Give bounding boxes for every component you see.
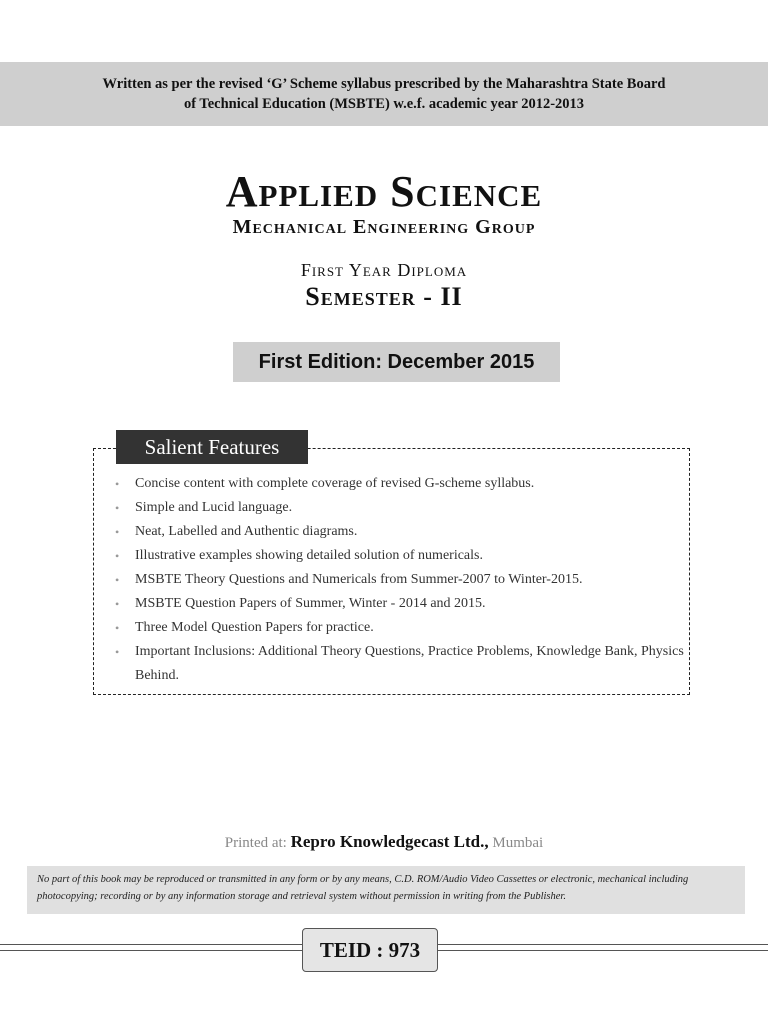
teid-badge: TEID : 973: [302, 928, 438, 972]
divider-left-upper: [0, 944, 302, 945]
copyright-notice: No part of this book may be reproduced or transmitted in any form or by any means, C.D. ROM/Audio Video Cassettes or electronic, mechanical including photocopying; recording or by any information storage and retrieval system without permission in writing from the Publisher.: [27, 866, 745, 914]
edition-badge: First Edition: December 2015: [233, 342, 560, 382]
printer-label: Printed at:: [224, 835, 287, 851]
features-heading: Salient Features: [116, 430, 308, 464]
divider-right-upper: [438, 944, 768, 945]
feature-item: • MSBTE Question Papers of Summer, Winter - 2014 and 2015.: [113, 592, 685, 616]
divider-right-lower: [438, 950, 768, 951]
feature-item: • Illustrative examples showing detailed solution of numericals.: [113, 544, 685, 568]
features-list: [113, 472, 685, 688]
feature-item: • Concise content with complete coverage of revised G-scheme syllabus.: [113, 472, 685, 496]
syllabus-line-2: of Technical Education (MSBTE) w.e.f. academic year 2012-2013: [183, 96, 585, 112]
feature-item: • Important Inclusions: Additional Theory Questions, Practice Problems, Knowledge Bank, Physics Behind.: [113, 640, 685, 688]
syllabus-line-1: Written as per the revised ‘G’ Scheme syllabus prescribed by the Maharashtra State Board: [102, 76, 666, 92]
course-year: First Year Diploma: [300, 260, 468, 280]
feature-item: • Three Model Question Papers for practice.: [113, 616, 685, 640]
printer-line: [0, 832, 768, 852]
feature-item: • Simple and Lucid language.: [113, 496, 685, 520]
feature-item: • MSBTE Theory Questions and Numericals from Summer-2007 to Winter-2015.: [113, 568, 685, 592]
divider-left-lower: [0, 950, 302, 951]
book-subtitle: Mechanical Engineering Group: [232, 216, 536, 238]
semester-label: Semester - II: [305, 282, 463, 311]
printer-name: Repro Knowledgecast Ltd.,: [290, 832, 489, 851]
printer-city: Mumbai: [492, 835, 544, 851]
book-title: Applied Science: [225, 167, 543, 216]
syllabus-banner: [0, 62, 768, 126]
feature-item: • Neat, Labelled and Authentic diagrams.: [113, 520, 685, 544]
